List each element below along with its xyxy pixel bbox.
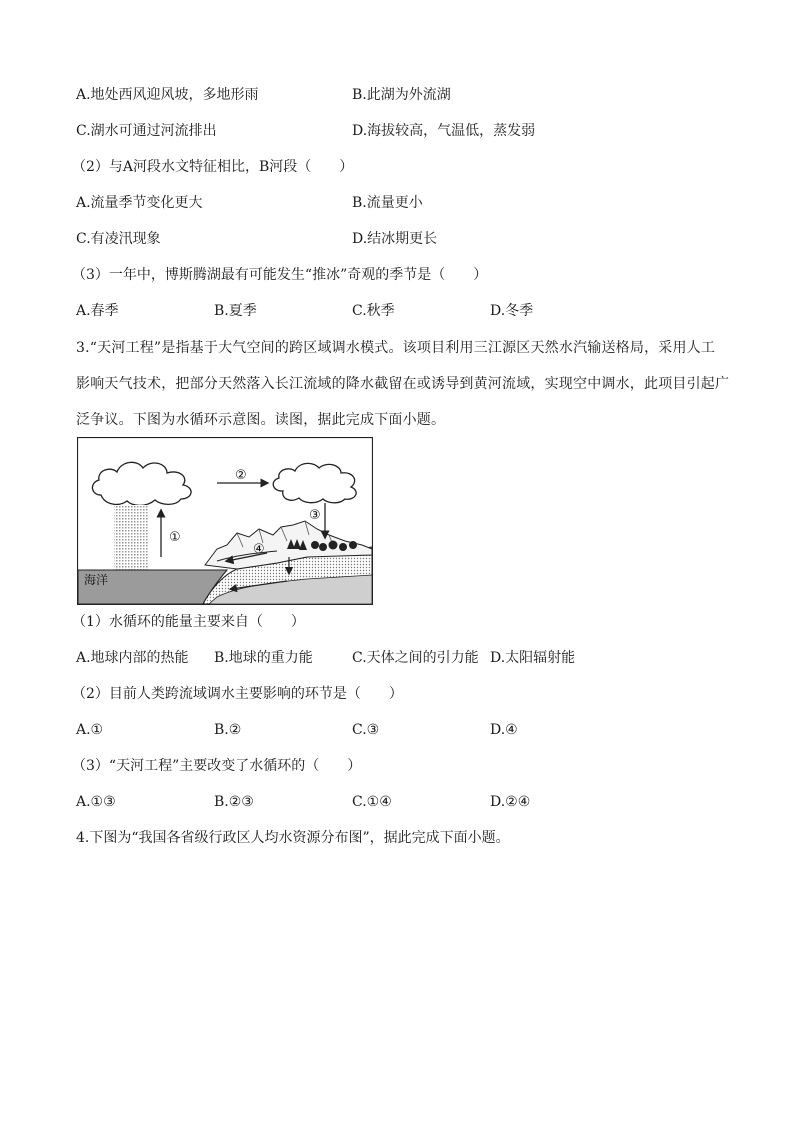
rain-band	[114, 505, 148, 571]
q3-sub3-stem: （3）“天河工程”主要改变了水循环的（ ）	[72, 758, 362, 774]
q2-sub1-option-d: D.海拔较高，气温低，蒸发弱	[352, 123, 536, 139]
q3-sub2-option-c: C.③	[352, 722, 380, 738]
q3-sub1-stem: （1）水循环的能量主要来自（ ）	[72, 614, 305, 630]
label-1: ①	[169, 530, 181, 545]
q3-sub1-option-b: B.地球的重力能	[214, 650, 313, 666]
label-2: ②	[235, 468, 247, 483]
q3-sub3-option-d: D.②④	[490, 794, 531, 810]
q2-sub2-option-c: C.有凌汛现象	[76, 231, 161, 247]
q3-sub1-option-c: C.天体之间的引力能	[352, 650, 479, 666]
q3-stem-line: 影响天气技术，把部分天然落入长江流域的降水截留在或诱导到黄河流域，实现空中调水，此项目引起广	[76, 376, 730, 392]
q3-sub3-option-c: C.①④	[352, 794, 392, 810]
q2-sub3-option-c: C.秋季	[352, 303, 395, 319]
q2-sub2-option-b: B.流量更小	[352, 195, 423, 211]
q3-stem-line: 3.“天河工程”是指基于大气空间的跨区域调水模式。该项目利用三江源区天然水汽输送格局，采用人工	[76, 340, 716, 356]
q2-sub2-stem: （2）与A河段水文特征相比，B河段（ ）	[72, 159, 354, 175]
q3-sub2-option-d: D.④	[490, 722, 518, 738]
q3-stem	[76, 330, 728, 438]
q2-sub1-option-a: A.地处西风迎风坡，多地形雨	[76, 87, 259, 103]
q2-sub3-option-d: D.冬季	[490, 303, 534, 319]
q3-sub3-option-a: A.①③	[76, 794, 116, 810]
label-3: ③	[309, 508, 321, 523]
q3-sub2-option-b: B.②	[214, 722, 242, 738]
water-cycle-diagram	[77, 437, 373, 605]
q2-sub2-option-a: A.流量季节变化更大	[76, 195, 203, 211]
q2-sub3-option-a: A.春季	[76, 303, 119, 319]
q3-sub2-option-a: A.①	[76, 722, 104, 738]
label-4: ④	[253, 542, 265, 557]
q4-stem: 4.下图为“我国各省级行政区人均水资源分布图”，据此完成下面小题。	[76, 830, 510, 846]
q3-sub1-option-d: D.太阳辐射能	[490, 650, 576, 666]
q2-sub3-stem: （3）一年中，博斯腾湖最有可能发生“推冰”奇观的季节是（ ）	[72, 267, 488, 283]
q3-sub2-stem: （2）目前人类跨流域调水主要影响的环节是（ ）	[72, 686, 403, 702]
q2-sub1-option-b: B.此湖为外流湖	[352, 87, 451, 103]
q2-sub1-option-c: C.湖水可通过河流排出	[76, 123, 217, 139]
q2-sub2-option-d: D.结冰期更长	[352, 231, 438, 247]
q3-stem-line: 泛争议。下图为水循环示意图。读图，据此完成下面小题。	[76, 412, 446, 428]
q2-sub3-option-b: B.夏季	[214, 303, 257, 319]
q3-sub3-option-b: B.②③	[214, 794, 254, 810]
q3-sub1-option-a: A.地球内部的热能	[76, 650, 189, 666]
ocean-label: 海洋	[84, 573, 109, 587]
